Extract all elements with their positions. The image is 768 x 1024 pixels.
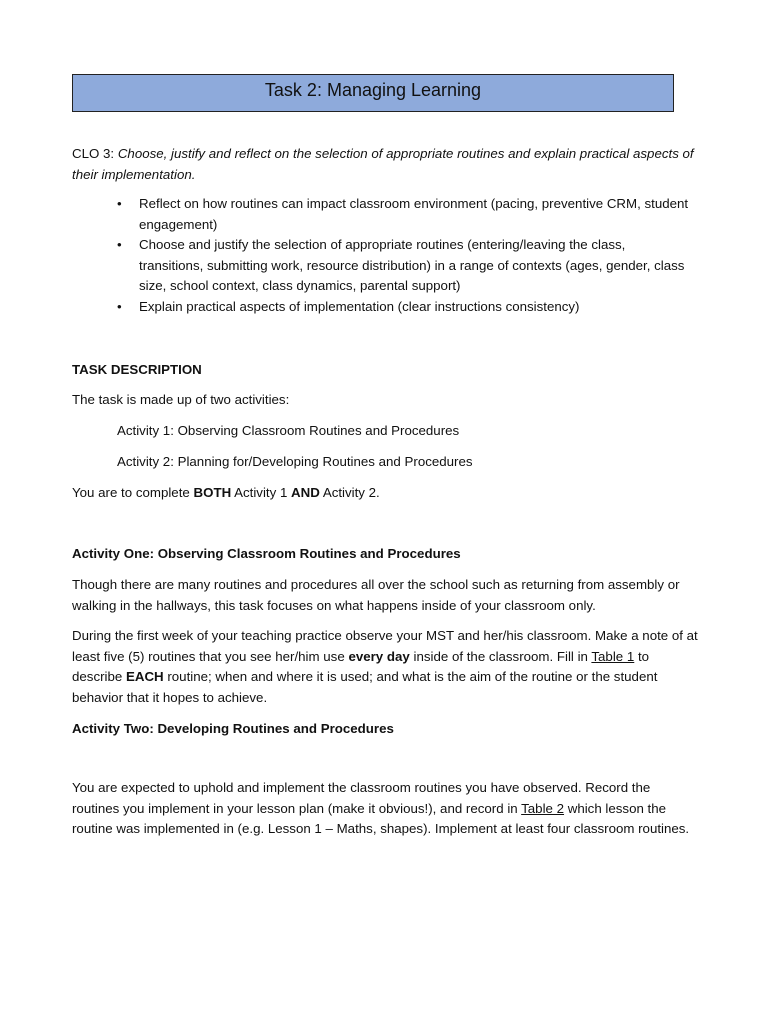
- clo-text: Choose, justify and reflect on the selection of appropriate routines and explain practical aspects of their implementation.: [72, 146, 694, 182]
- activity-two-para: [72, 778, 700, 840]
- table-1-link[interactable]: Table 1: [591, 648, 635, 664]
- activity-two-heading: [72, 719, 700, 740]
- activity-one-para1: Though there are many routines and procedures all over the school such as returning from assembly or walking in the hallways, this task focuses on what happens inside of your classroom only.: [72, 577, 680, 613]
- text-segment: You are expected to uphold and implement the classroom routines you have observed. Record the routines you implement in your lesson plan (make it obvious!), and record in: [72, 780, 651, 816]
- table-2-link[interactable]: Table 2: [521, 800, 565, 816]
- activity-one-para2: [72, 626, 700, 708]
- activity-2-line: Activity 2: Planning for/Developing Routines and Procedures: [117, 454, 473, 469]
- heading-text: Activity One: Observing Classroom Routines and Procedures: [72, 546, 461, 561]
- clo-bullet-list: [117, 194, 689, 317]
- bullet-icon: •: [117, 237, 122, 252]
- bold-segment: every day: [348, 648, 410, 664]
- text-segment: inside of the classroom. Fill in: [413, 648, 588, 664]
- heading-text: TASK DESCRIPTION: [72, 362, 202, 377]
- bold-segment: BOTH: [193, 485, 232, 500]
- text-segment: During the first week of your teaching practice observe your MST and her/his classroom. Make a note of at least five (5) routines that you see her/him use: [72, 628, 698, 664]
- bold-segment: EACH: [125, 669, 164, 684]
- heading-text: Activity Two: Developing Routines and Procedures: [72, 721, 394, 736]
- text-segment: to describe: [72, 648, 650, 684]
- page-title: Task 2: Managing Learning: [264, 80, 482, 100]
- text-segment: Activity 1: [234, 485, 288, 500]
- list-item: [117, 297, 689, 318]
- bullet-icon: •: [117, 298, 122, 314]
- activity-one-heading: [72, 544, 700, 565]
- title-box: [72, 74, 674, 112]
- bullet-text: Explain practical aspects of implementation (clear instructions consistency): [139, 298, 580, 314]
- clo-label: CLO 3:: [72, 146, 115, 161]
- task-intro: The task is made up of two activities:: [72, 392, 290, 407]
- clo-statement: [72, 144, 700, 185]
- bullet-text: Reflect on how routines can impact classroom environment (pacing, preventive CRM, student engagement): [139, 196, 689, 232]
- bullet-text: Choose and justify the selection of appropriate routines (entering/leaving the class, transitions, submitting work, resource distribution) in a range of contexts (ages, gender, class size, school context, class dynamics, parental support): [139, 237, 685, 293]
- complete-both-line: [72, 483, 700, 504]
- task-description-heading: [72, 360, 700, 381]
- text-segment: which lesson the routine was implemented in (e.g. Lesson 1 – Maths, shapes). Implement at least four classroom routines.: [72, 800, 690, 836]
- text-segment: routine; when and where it is used; and what is the aim of the routine or the student behavior that it hopes to achieve.: [72, 669, 658, 705]
- bold-segment: AND: [291, 485, 320, 500]
- activity-1-line: Activity 1: Observing Classroom Routines and Procedures: [117, 423, 460, 438]
- text-segment: You are to complete: [72, 485, 190, 500]
- list-item: [117, 235, 689, 297]
- list-item: [117, 194, 689, 235]
- bullet-icon: •: [117, 196, 122, 211]
- text-segment: Activity 2.: [322, 485, 380, 500]
